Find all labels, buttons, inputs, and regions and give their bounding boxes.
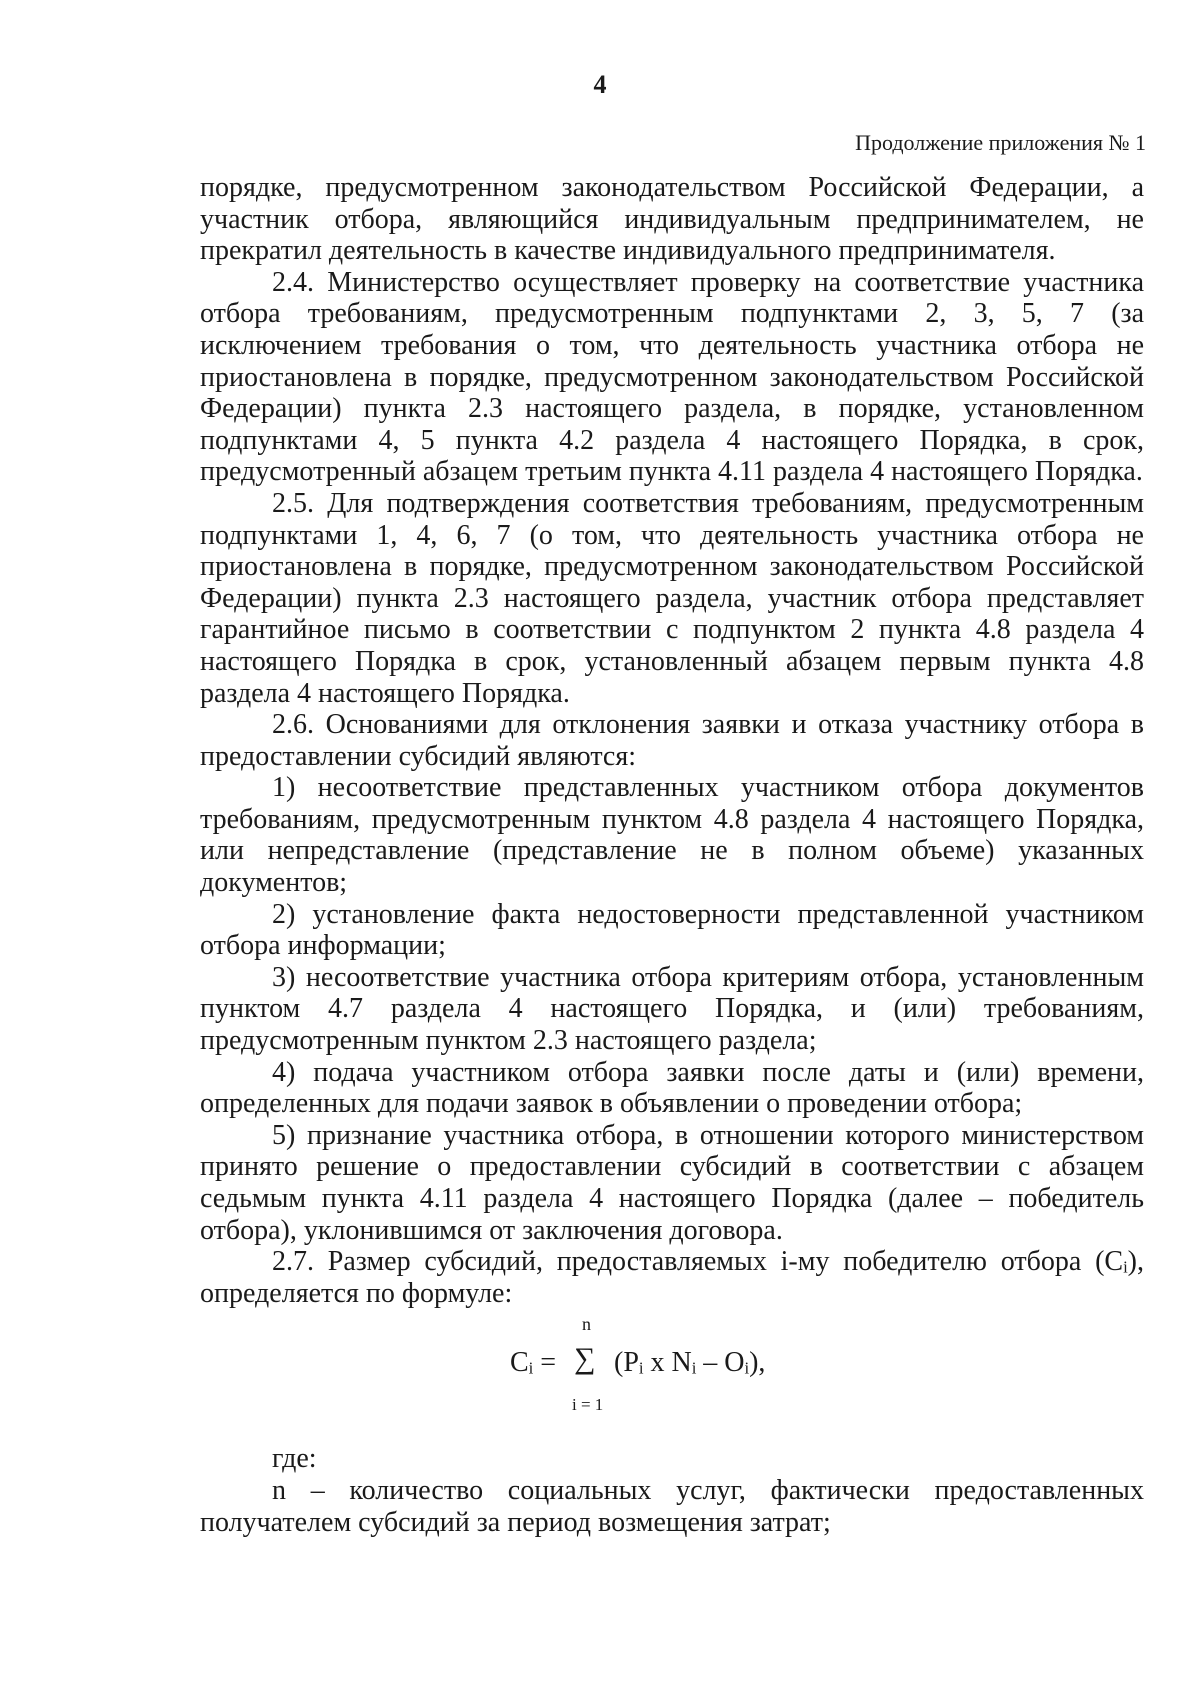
subsidy-formula	[200, 1309, 1144, 1431]
paragraph-2-6: 2.6. Основаниями для отклонения заявки и отказа участнику отбора в предоставлении субсидий являются:	[200, 709, 1144, 772]
definition-n: n – количество социальных услуг, фактически предоставленных получателем субсидий за период возмещения затрат;	[200, 1474, 1144, 1538]
list-item-5: 5) признание участника отбора, в отношении которого министерством принято решение о предоставлении субсидий в соответствии с абзацем седьмым пункта 4.11 раздела 4 настоящего Порядка (далее – победитель отбора), уклонившимся от заключения договора.	[200, 1119, 1144, 1246]
paragraph-2-4: 2.4. Министерство осуществляет проверку на соответствие участника отбора требованиям, предусмотренным подпунктами 2, 3, 5, 7 (за исключением требования о том, что деятельность участника отбора не приостановлена в порядке, предусмотренном законодательством Российской Федерации) пункта 2.3 настоящего раздела, в порядке, установленном подпунктами 4, 5 пункта 4.2 раздела 4 настоящего Порядка, в срок, предусмотренный абзацем третьим пункта 4.11 раздела 4 настоящего Порядка.	[200, 266, 1144, 488]
list-item-3: 3) несоответствие участника отбора критериям отбора, установленным пунктом 4.7 раздела 4 настоящего Порядка, и (или) требованиям, предусмотренным пунктом 2.3 настоящего раздела;	[200, 961, 1144, 1057]
list-item-4: 4) подача участником отбора заявки после даты и (или) времени, определенных для подачи заявок в объявлении о проведении отбора;	[200, 1056, 1144, 1120]
paragraph-2-7: 2.7. Размер субсидий, предоставляемых i-му победителю отбора (Cᵢ), определяется по формуле:	[200, 1246, 1144, 1309]
page-number: 4	[593, 70, 607, 99]
paragraph-continuation: порядке, предусмотренном законодательством Российской Федерации, а участник отбора, являющийся индивидуальным предпринимателем, не прекратил деятельность в качестве индивидуального предпринимателя.	[200, 172, 1144, 267]
list-item-1: 1) несоответствие представленных участником отбора документов требованиям, предусмотренным пунктом 4.8 раздела 4 настоящего Порядка, или непредставление (представление не в полном объеме) указанных документов;	[200, 772, 1144, 899]
formula-sum-lower-limit: i = 1	[572, 1395, 604, 1415]
document-body	[200, 172, 1144, 1538]
appendix-note: Продолжение приложения № 1	[855, 130, 1146, 155]
formula-sum-symbol: ∑	[574, 1342, 596, 1376]
formula-rhs: (Pᵢ x Nᵢ – Oᵢ),	[614, 1347, 766, 1379]
formula-lhs: Cᵢ =	[510, 1347, 557, 1379]
list-item-2: 2) установление факта недостоверности представленной участником отбора информации;	[200, 898, 1144, 962]
paragraph-2-5: 2.5. Для подтверждения соответствия требованиям, предусмотренным подпунктами 1, 4, 6, 7 (о том, что деятельность участника отбора не приостановлена в порядке, предусмотренном законодательством Российской Федерации) пункта 2.3 настоящего раздела, участник отбора представляет гарантийное письмо в соответствии с подпунктом 2 пункта 4.8 раздела 4 настоящего Порядка в срок, установленный абзацем первым пункта 4.8 раздела 4 настоящего Порядка.	[200, 487, 1144, 709]
formula-sum-upper-limit: n	[582, 1314, 591, 1335]
where-label: где:	[272, 1443, 317, 1475]
